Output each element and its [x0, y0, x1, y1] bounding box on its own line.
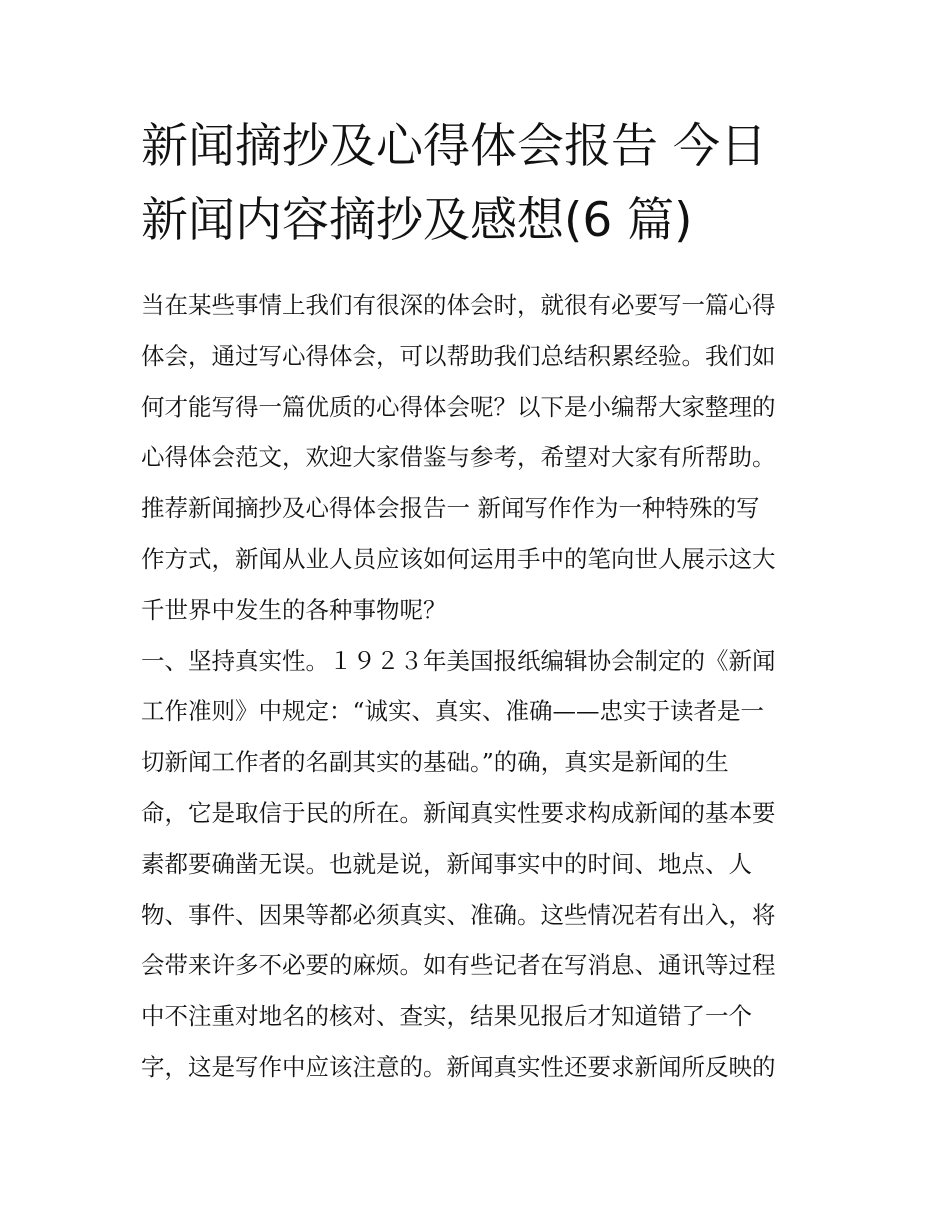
body-line: 体会，通过写心得体会，可以帮助我们总结积累经验。我们如	[141, 341, 776, 370]
body-line: 心得体会范文，欢迎大家借鉴与参考，希望对大家有所帮助。	[141, 443, 776, 472]
body-line: 会带来许多不必要的麻烦。如有些记者在写消息、通讯等过程	[141, 951, 776, 980]
body-line: 命，它是取信于民的所在。新闻真实性要求构成新闻的基本要	[141, 798, 776, 827]
body-line: 一、坚持真实性。１９２３年美国报纸编辑协会制定的《新闻	[141, 646, 776, 675]
title-line: 新闻内容摘抄及感想(6 篇)	[141, 193, 693, 248]
document-title	[141, 110, 821, 258]
body-line: 物、事件、因果等都必须真实、准确。这些情况若有出入，将	[141, 900, 776, 929]
body-line: 作方式，新闻从业人员应该如何运用手中的笔向世人展示这大	[141, 544, 776, 573]
body-line: 推荐新闻摘抄及心得体会报告一 新闻写作作为一种特殊的写	[141, 494, 760, 523]
title-line: 新闻摘抄及心得体会报告 今日	[141, 119, 767, 174]
body-line: 何才能写得一篇优质的心得体会呢？以下是小编帮大家整理的	[141, 392, 776, 421]
body-line: 当在某些事情上我们有很深的体会时，就很有必要写一篇心得	[141, 291, 776, 319]
body-line: 中不注重对地名的核对、查实，结果见报后才知道错了一个	[141, 1002, 752, 1031]
body-line: 字，这是写作中应该注意的。新闻真实性还要求新闻所反映的	[141, 1052, 776, 1081]
body-line: 切新闻工作者的名副其实的基础。”的确，真实是新闻的生	[141, 748, 729, 777]
body-line: 工作准则》中规定：“诚实、真实、准确——忠实于读者是一	[141, 697, 765, 726]
document-body	[141, 280, 821, 1093]
body-line: 素都要确凿无误。也就是说，新闻事实中的时间、地点、人	[141, 849, 752, 878]
body-line: 千世界中发生的各种事物呢？	[141, 595, 447, 624]
